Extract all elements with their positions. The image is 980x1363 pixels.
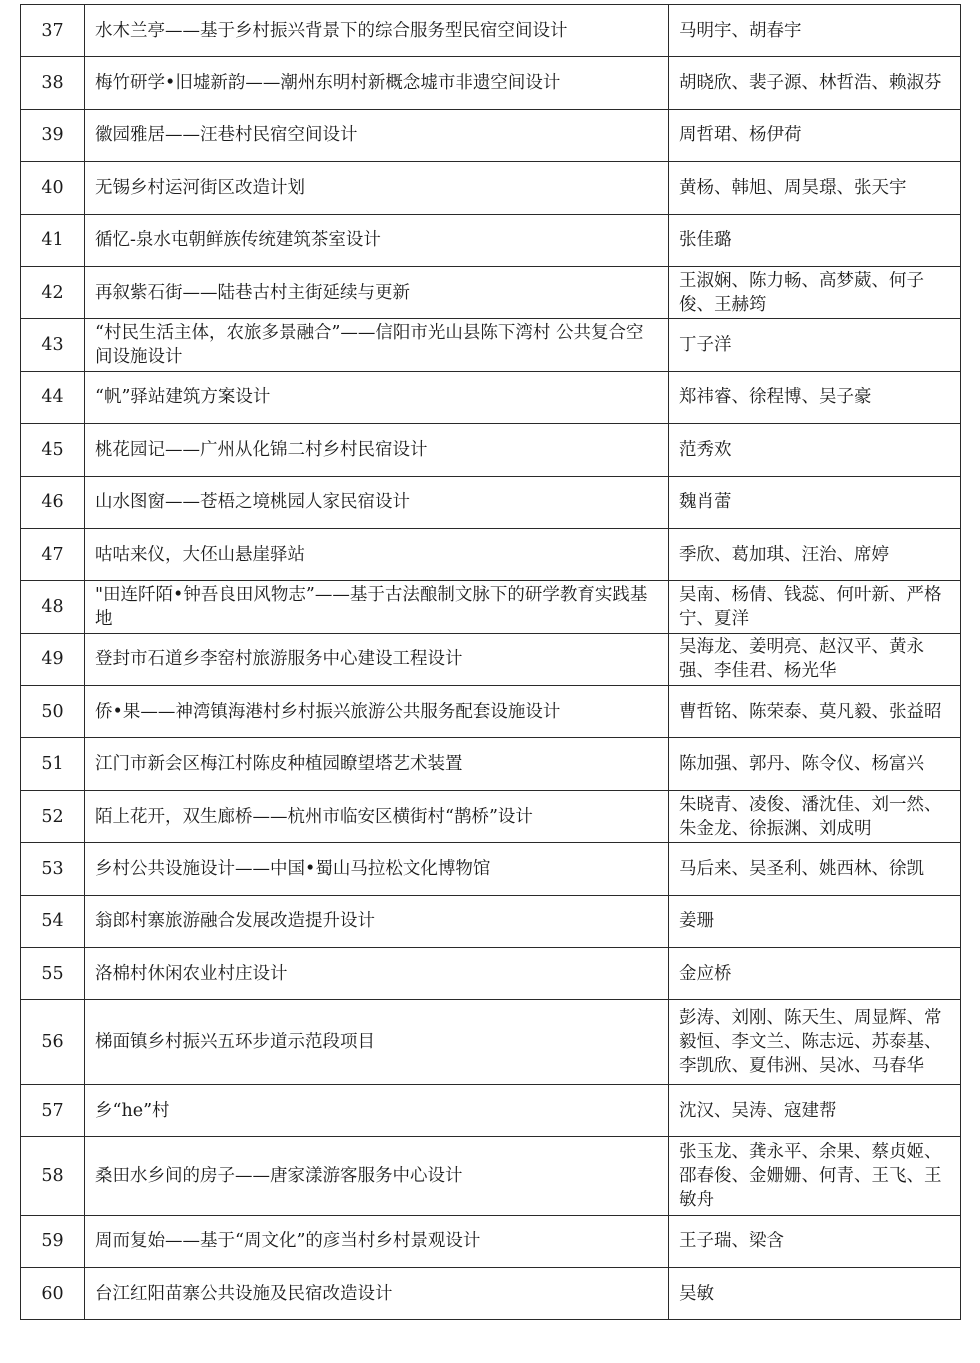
table-row bbox=[21, 476, 961, 528]
project-authors: 吴敏 bbox=[669, 1267, 961, 1319]
row-number: 60 bbox=[21, 1267, 85, 1319]
project-authors: 姜珊 bbox=[669, 895, 961, 947]
project-authors: 丁子洋 bbox=[669, 319, 961, 371]
project-authors: 季欣、葛加琪、汪治、席婷 bbox=[669, 528, 961, 580]
row-number: 56 bbox=[21, 1000, 85, 1084]
project-title: 登封市石道乡李窑村旅游服务中心建设工程设计 bbox=[85, 633, 669, 685]
project-authors: 金应桥 bbox=[669, 948, 961, 1000]
table-row bbox=[21, 57, 961, 109]
table-row bbox=[21, 633, 961, 685]
row-number: 43 bbox=[21, 319, 85, 371]
table-row bbox=[21, 371, 961, 423]
row-number: 51 bbox=[21, 738, 85, 790]
project-authors: 沈汉、吴涛、寇建帮 bbox=[669, 1084, 961, 1136]
row-number: 46 bbox=[21, 476, 85, 528]
project-authors: 王淑娴、陈力畅、高梦葳、何子俊、王赫筠 bbox=[669, 266, 961, 318]
row-number: 59 bbox=[21, 1215, 85, 1267]
project-authors: 魏肖蕾 bbox=[669, 476, 961, 528]
row-number: 58 bbox=[21, 1137, 85, 1215]
project-title: 再叙紫石街——陆巷古村主街延续与更新 bbox=[85, 266, 669, 318]
project-title: 陌上花开，双生廊桥——杭州市临安区横街村“鹊桥”设计 bbox=[85, 790, 669, 842]
row-number: 44 bbox=[21, 371, 85, 423]
row-number: 39 bbox=[21, 109, 85, 161]
row-number: 38 bbox=[21, 57, 85, 109]
project-authors: 曹哲铭、陈荣泰、莫凡毅、张益昭 bbox=[669, 686, 961, 738]
table-row bbox=[21, 686, 961, 738]
project-title: 侨•果——神湾镇海港村乡村振兴旅游公共服务配套设施设计 bbox=[85, 686, 669, 738]
table-row bbox=[21, 266, 961, 318]
row-number: 41 bbox=[21, 214, 85, 266]
table-row bbox=[21, 895, 961, 947]
table-row bbox=[21, 319, 961, 371]
row-number: 50 bbox=[21, 686, 85, 738]
project-title: 梅竹研学•旧墟新韵——潮州东明村新概念墟市非遗空间设计 bbox=[85, 57, 669, 109]
table-row bbox=[21, 5, 961, 57]
row-number: 49 bbox=[21, 633, 85, 685]
table-row bbox=[21, 162, 961, 214]
project-title: 徽园雅居——汪巷村民宿空间设计 bbox=[85, 109, 669, 161]
project-title: 桑田水乡间的房子——唐家漾游客服务中心设计 bbox=[85, 1137, 669, 1215]
row-number: 54 bbox=[21, 895, 85, 947]
project-title: "田连阡陌•钟吾良田风物志”——基于古法酿制文脉下的研学教育实践基地 bbox=[85, 581, 669, 633]
table-row bbox=[21, 1000, 961, 1084]
row-number: 53 bbox=[21, 843, 85, 895]
project-title: 台江红阳苗寨公共设施及民宿改造设计 bbox=[85, 1267, 669, 1319]
project-authors: 吴海龙、姜明亮、赵汉平、黄永强、李佳君、杨光华 bbox=[669, 633, 961, 685]
row-number: 37 bbox=[21, 5, 85, 57]
project-authors: 范秀欢 bbox=[669, 424, 961, 476]
project-title: 翁郎村寨旅游融合发展改造提升设计 bbox=[85, 895, 669, 947]
project-authors: 马后来、吴圣利、姚西林、徐凯 bbox=[669, 843, 961, 895]
project-title: 乡村公共设施设计——中国•蜀山马拉松文化博物馆 bbox=[85, 843, 669, 895]
project-authors: 胡晓欣、裴子源、林哲浩、赖淑芬 bbox=[669, 57, 961, 109]
project-title: 乡“he”村 bbox=[85, 1084, 669, 1136]
table-row bbox=[21, 738, 961, 790]
row-number: 40 bbox=[21, 162, 85, 214]
project-authors: 彭涛、刘刚、陈天生、周显辉、常毅恒、李文兰、陈志远、苏泰基、李凯欣、夏伟洲、吴冰、马春华 bbox=[669, 1000, 961, 1084]
row-number: 45 bbox=[21, 424, 85, 476]
project-authors: 陈加强、郭丹、陈令仪、杨富兴 bbox=[669, 738, 961, 790]
table-row bbox=[21, 214, 961, 266]
table-row bbox=[21, 109, 961, 161]
row-number: 52 bbox=[21, 790, 85, 842]
project-title: 无锡乡村运河街区改造计划 bbox=[85, 162, 669, 214]
project-authors: 郑祎睿、徐程博、吴子豪 bbox=[669, 371, 961, 423]
project-authors: 朱晓青、凌俊、潘沈佳、刘一然、朱金龙、徐振渊、刘成明 bbox=[669, 790, 961, 842]
project-title: 咕咕来仪，大伾山悬崖驿站 bbox=[85, 528, 669, 580]
row-number: 48 bbox=[21, 581, 85, 633]
awards-table bbox=[20, 4, 961, 1320]
project-title: 桃花园记——广州从化锦二村乡村民宿设计 bbox=[85, 424, 669, 476]
table-row bbox=[21, 790, 961, 842]
project-authors: 周哲珺、杨伊荷 bbox=[669, 109, 961, 161]
project-title: 周而复始——基于“周文化”的彦当村乡村景观设计 bbox=[85, 1215, 669, 1267]
table-row bbox=[21, 581, 961, 633]
table-row bbox=[21, 424, 961, 476]
row-number: 57 bbox=[21, 1084, 85, 1136]
row-number: 42 bbox=[21, 266, 85, 318]
project-authors: 黄杨、韩旭、周昊璟、张天宇 bbox=[669, 162, 961, 214]
row-number: 55 bbox=[21, 948, 85, 1000]
row-number: 47 bbox=[21, 528, 85, 580]
project-title: 洛棉村休闲农业村庄设计 bbox=[85, 948, 669, 1000]
project-title: 循忆-泉水屯朝鲜族传统建筑茶室设计 bbox=[85, 214, 669, 266]
project-authors: 张玉龙、龚永平、余果、蔡贞姬、邵春俊、金姗姗、何青、王飞、王敏舟 bbox=[669, 1137, 961, 1215]
project-title: 水木兰亭——基于乡村振兴背景下的综合服务型民宿空间设计 bbox=[85, 5, 669, 57]
project-authors: 王子瑞、梁含 bbox=[669, 1215, 961, 1267]
table-row bbox=[21, 1267, 961, 1319]
project-title: 江门市新会区梅江村陈皮种植园瞭望塔艺术装置 bbox=[85, 738, 669, 790]
project-title: 山水图窗——苍梧之境桃园人家民宿设计 bbox=[85, 476, 669, 528]
table-row bbox=[21, 528, 961, 580]
table-row bbox=[21, 1215, 961, 1267]
project-title: “村民生活主体，农旅多景融合”——信阳市光山县陈下湾村 公共复合空间设施设计 bbox=[85, 319, 669, 371]
table-row bbox=[21, 1137, 961, 1215]
table-body bbox=[21, 5, 961, 1320]
project-authors: 马明宇、胡春宇 bbox=[669, 5, 961, 57]
project-authors: 张佳璐 bbox=[669, 214, 961, 266]
project-title: “帆”驿站建筑方案设计 bbox=[85, 371, 669, 423]
table-row bbox=[21, 1084, 961, 1136]
table-row bbox=[21, 843, 961, 895]
table-row bbox=[21, 948, 961, 1000]
project-title: 梯面镇乡村振兴五环步道示范段项目 bbox=[85, 1000, 669, 1084]
project-authors: 吴南、杨倩、钱蕊、何叶新、严格宁、夏洋 bbox=[669, 581, 961, 633]
